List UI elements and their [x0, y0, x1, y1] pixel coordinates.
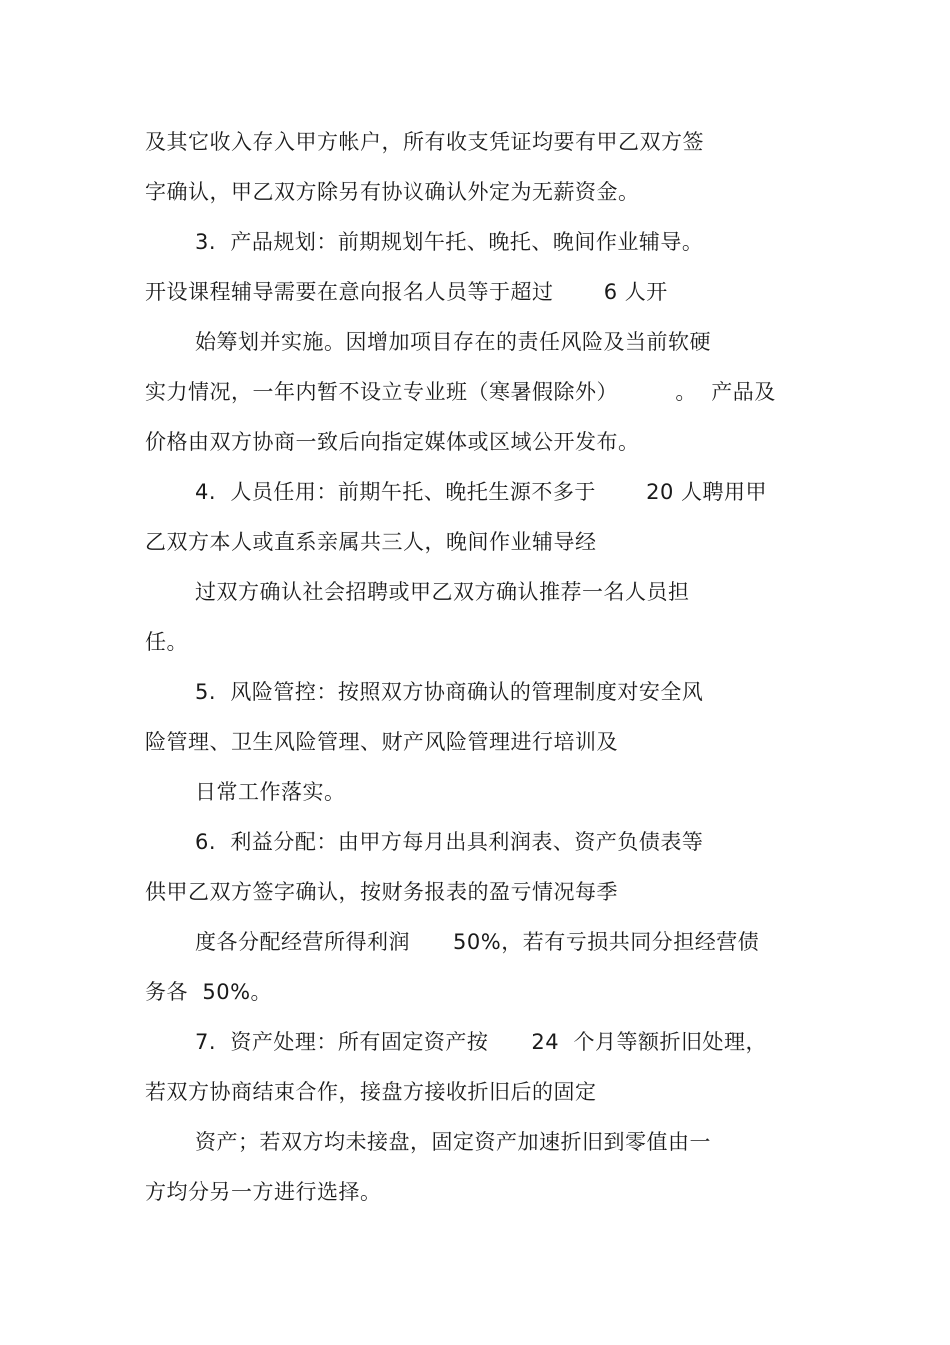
text-line: 5. 风险管控：按照双方协商确认的管理制度对安全风 — [195, 680, 704, 704]
text-line: 供甲乙双方签字确认，按财务报表的盈亏情况每季 — [145, 880, 618, 904]
text-line: 乙双方本人或直系亲属共三人，晚间作业辅导经 — [145, 530, 597, 554]
text-line: 开设课程辅导需要在意向报名人员等于超过 6 人开 — [145, 280, 668, 304]
text-line: 方均分另一方进行选择。 — [145, 1180, 382, 1204]
text-line: 字确认，甲乙双方除另有协议确认外定为无薪资金。 — [145, 180, 640, 204]
text-line: 任。 — [145, 630, 188, 654]
text-line: 3. 产品规划：前期规划午托、晚托、晚间作业辅导。 — [195, 230, 704, 254]
text-line: 资产；若双方均未接盘，固定资产加速折旧到零值由一 — [195, 1130, 711, 1154]
text-line: 始筹划并实施。因增加项目存在的责任风险及当前软硬 — [195, 330, 711, 354]
text-line: 4. 人员任用：前期午托、晚托生源不多于 20 人聘用甲 — [195, 480, 768, 504]
text-line: 日常工作落实。 — [195, 780, 346, 804]
text-line: 6. 利益分配：由甲方每月出具利润表、资产负债表等 — [195, 830, 704, 854]
text-line: 价格由双方协商一致后向指定媒体或区域公开发布。 — [145, 430, 640, 454]
text-line: 实力情况，一年内暂不设立专业班（寒暑假除外） 。 产品及 — [145, 380, 776, 404]
text-line: 7. 资产处理：所有固定资产按 24 个月等额折旧处理， — [195, 1030, 768, 1054]
text-line: 务各 50%。 — [145, 980, 273, 1004]
text-line: 过双方确认社会招聘或甲乙双方确认推荐一名人员担 — [195, 580, 690, 604]
text-line: 及其它收入存入甲方帐户，所有收支凭证均要有甲乙双方签 — [145, 130, 704, 154]
text-line: 度各分配经营所得利润 50%，若有亏损共同分担经营债 — [195, 930, 760, 954]
text-line: 险管理、卫生风险管理、财产风险管理进行培训及 — [145, 730, 618, 754]
text-line: 若双方协商结束合作，接盘方接收折旧后的固定 — [145, 1080, 597, 1104]
